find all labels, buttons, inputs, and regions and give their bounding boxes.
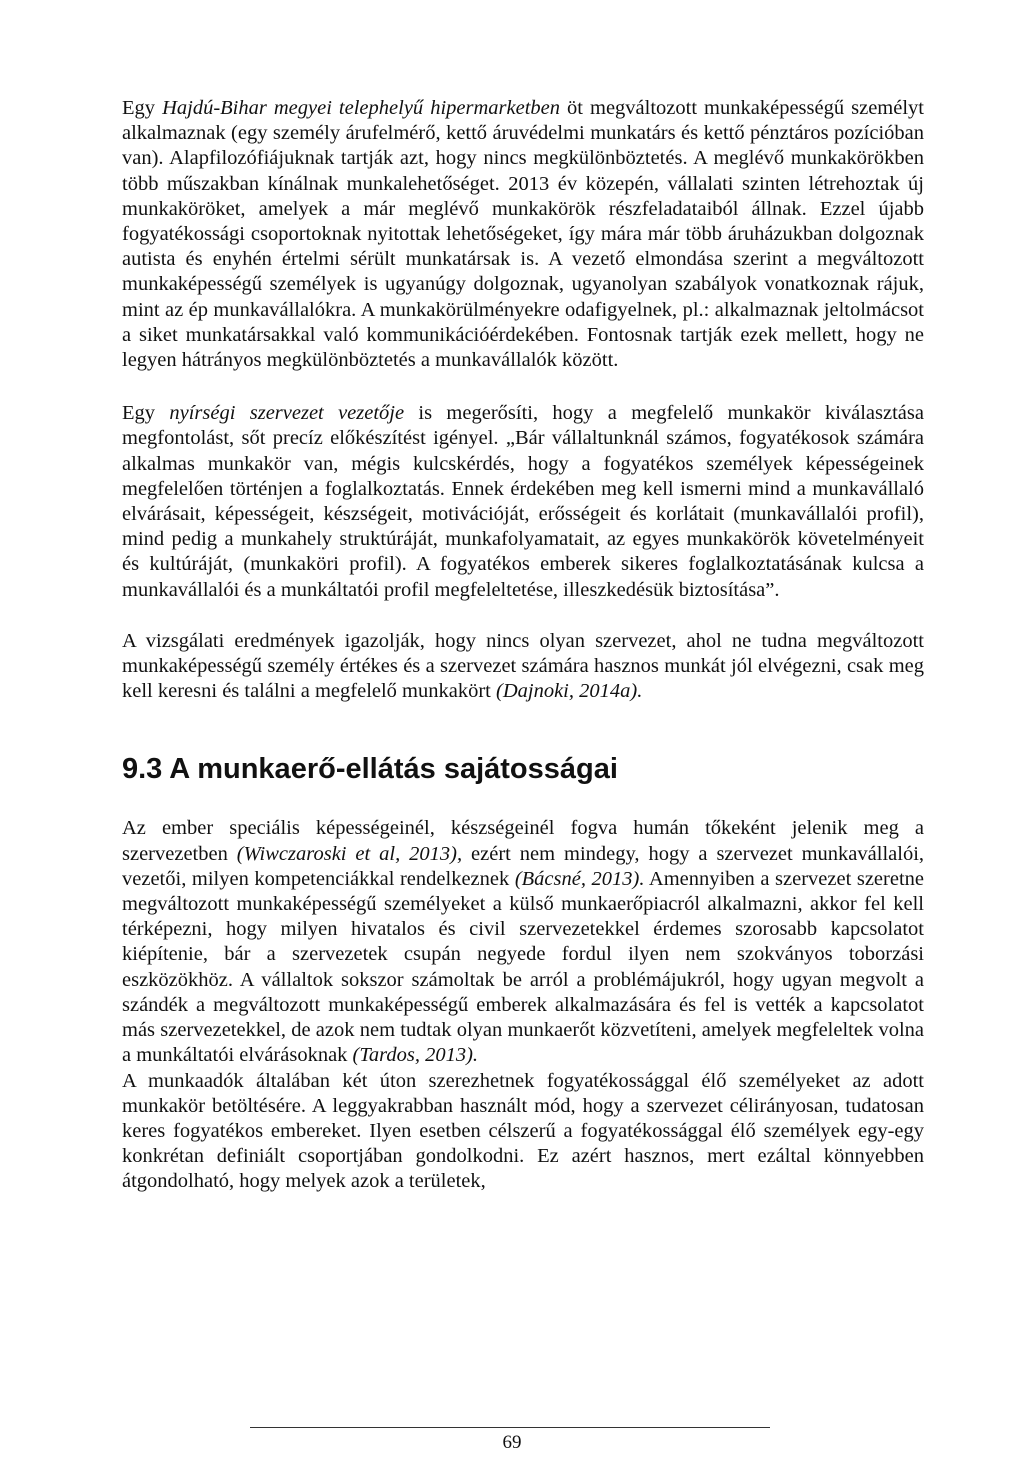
document-page	[122, 96, 924, 1195]
paragraph-hajdu-bihar	[122, 96, 924, 373]
citation-span: (Wiwczaroski et al, 2013),	[236, 842, 463, 865]
citation-span: (Tardos, 2013).	[352, 1044, 479, 1067]
text-span: ezért nem mindegy, hogy a szervezet munkavállalói, vezetői, milyen kompetenciákkal rendelkeznek	[122, 842, 925, 890]
text-span: Amennyiben a szervezet szeretne megváltozott munkaképességű személyeket a külső munkaerőpiacról alkalmazni, akkor fel kell térképezni, hogy milyen hivatalos és civil szervezetekkel érdemes szorosabb kapcsolatot kiépítenie, bár a szervezetek csupán negyede fordul ilyen nem szokványos toborzási eszközökhöz. A vállaltok sokszor számoltak be arról a problémájukról, hogy ugyan megvolt a szándék a megváltozott munkaképességű emberek alkalmazására és fel is vették a kapcsolatot más szervezetekkel, de azok nem tudtak olyan munkaerőt közvetíteni, amelyek megfeleltek volna a munkáltatói elvárásoknak	[122, 867, 924, 1067]
italic-span: Hajdú-Bihar megyei telephelyű hipermarketben	[162, 97, 560, 119]
italic-span: nyírségi szervezet vezetője	[169, 402, 405, 425]
paragraph-nyirsegi	[122, 401, 924, 603]
paragraph-munkaadok	[122, 1069, 924, 1195]
italic-span: (Dajnoki, 2014a).	[496, 680, 643, 703]
citation-span: (Bácsné, 2013).	[514, 867, 645, 890]
paragraph-spacer	[122, 373, 924, 401]
text-span: Egy	[122, 97, 163, 119]
section-spacer	[122, 704, 924, 752]
section-spacer	[122, 786, 924, 816]
text-span: öt megváltozott munkaképességű személyt alkalmaznak (egy személy árufelmérő, kettő áruvédelmi munkatárs és kettő pénztáros pozícióban van). Alapfilozófiájuknak tartják azt, hogy nincs megkülönböztetés. A meglévő munkakörökben több műszakban kínálnak munkalehetőséget. 2013 év közepén, vállalati szinten létrehoztak új munkaköröket, amelyek a már meglévő munkakörök részfeladataiból állnak. Ezzel újabb fogyatékossági csoportoknak nyitottak lehetőségeket, így mára már több áruházukban dolgoznak autista és enyhén értelmi sérült munkatársak is. A vezető elmondása szerint a megváltozott munkaképességű személyek is ugyanúgy dolgoznak, ugyanolyan szabályok vonatkoznak rájuk, mint az ép munkavállalókra. A munkakörülményekre odafigyelnek, pl.: alkalmaznak jeltolmácsot a siket munkatársakkal való kommunikációérdekében. Fontosnak tartják ezek mellett, hogy ne legyen hátrányos megkülönböztetés a munkavállalók között.	[122, 97, 924, 372]
text-span: A munkaadók általában két úton szerezhetnek fogyatékossággal élő személyeket az adott munkakör betöltésére. A leggyakrabban használt mód, hogy a szervezet célirányosan, tudatosan keres fogyatékos embereket. Ilyen esetben célszerű a fogyatékossággal élő személyek egy-egy konkrétan definiált csoportjában gondolkodni. Ez azért hasznos, mert ezáltal könnyebben átgondolható, hogy melyek azok a területek,	[122, 1069, 924, 1193]
text-span: Egy	[122, 402, 170, 425]
page-number: 69	[502, 1432, 522, 1453]
text-span: Az ember speciális képességeinél, készségeinél fogva humán tőkeként jelenik meg a szervezetben	[122, 817, 924, 865]
footer-divider	[250, 1427, 770, 1428]
paragraph-spacer	[122, 603, 924, 629]
paragraph-vizsgalati	[122, 629, 924, 705]
paragraph-human-toke	[122, 816, 924, 1068]
section-heading: 9.3 A munkaerő-ellátás sajátosságai	[122, 753, 618, 786]
text-span: A vizsgálati eredmények igazolják, hogy nincs olyan szervezet, ahol ne tudna megváltozott munkaképességű személy értékes és a szervezet számára hasznos munkát jól elvégezni, csak meg kell keresni és találni a megfelelő munkakört	[122, 629, 924, 703]
text-span: is megerősíti, hogy a megfelelő munkakör kiválasztása megfontolást, sőt precíz előkészítést igényel. „Bár vállaltunknál számos, fogyatékosok számára alkalmas munkakör van, mégis kulcskérdés, hogy a fogyatékos személyek képességeinek megfelelően történjen a foglalkoztatás. Ennek érdekében meg kell ismerni mind a munkavállaló elvárásait, képességeit, készségeit, motivációját, erősségeit és korlátait (munkavállalói profil), mind pedig a munkahely struktúráját, munkafolyamatait, az egyes munkakörök követelményeit és kultúráját, (munkaköri profil). A fogyatékos emberek sikeres foglalkoztatásának kulcsa a munkavállalói és a munkáltatói profil megfeleltetése, illeszkedésük biztosítása”.	[122, 402, 924, 601]
